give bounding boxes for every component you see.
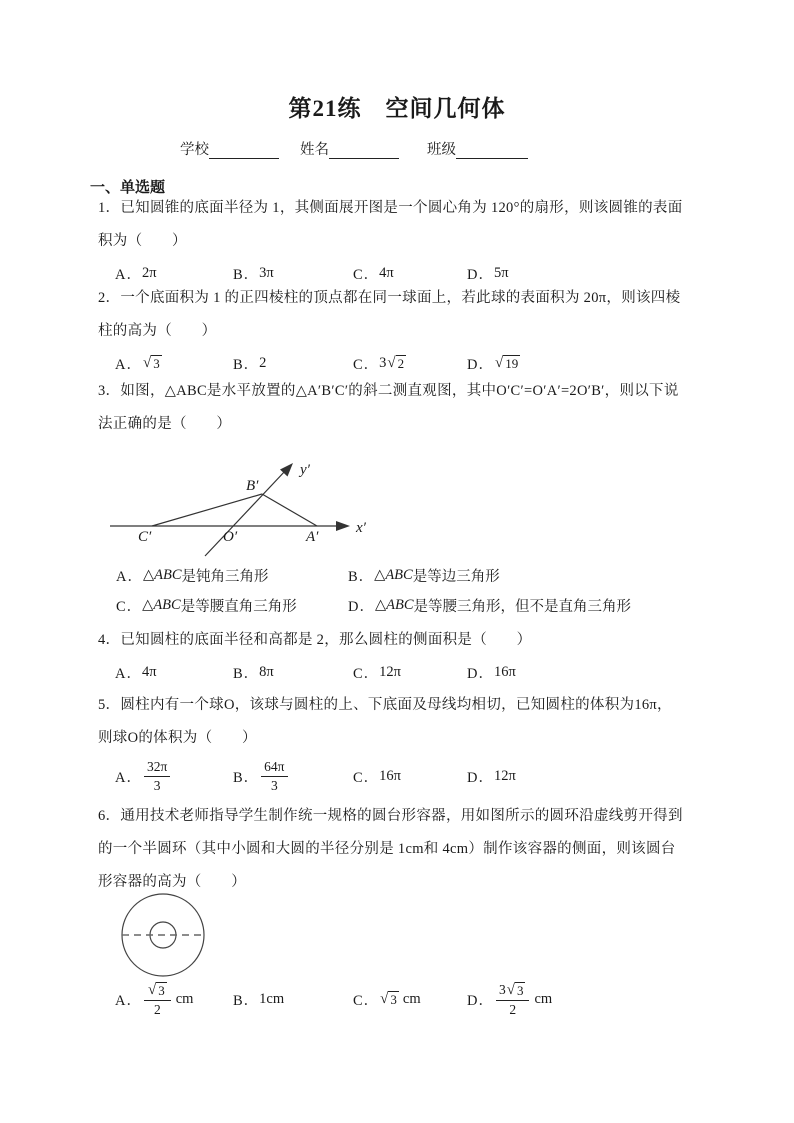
question-text-line: 形容器的高为（ ） <box>98 874 246 890</box>
radical-icon: √ <box>387 354 396 371</box>
option-label: D． <box>467 992 494 1009</box>
name-field <box>300 138 399 159</box>
option-value: 2 <box>259 354 267 371</box>
option-d <box>467 755 516 797</box>
radicand: 3 <box>153 355 160 371</box>
triangle-edge-ba <box>262 494 317 526</box>
option-value: 4π <box>141 663 157 680</box>
option-label: A． <box>116 568 143 585</box>
option-label: C． <box>353 356 380 373</box>
option-a <box>115 657 157 687</box>
triangle-symbol: △ <box>374 566 386 583</box>
figure-annulus <box>112 886 217 991</box>
question-2 <box>98 282 744 378</box>
option-value: 5π <box>493 264 509 281</box>
fraction <box>261 759 287 793</box>
triangle-letters: ABC <box>154 566 182 583</box>
radicand: 19 <box>505 355 519 371</box>
option-b <box>233 657 274 687</box>
option-label: B． <box>233 769 260 786</box>
question-6-options <box>98 978 744 1020</box>
option-value: 1cm <box>259 990 285 1007</box>
question-text-line: 柱的高为（ ） <box>98 323 217 339</box>
sqrt-expression <box>495 355 520 372</box>
numerator: 32π <box>144 759 170 777</box>
option-value: 16π <box>379 767 401 784</box>
x-axis-arrow <box>336 521 350 531</box>
option-label: B． <box>233 266 260 283</box>
denominator: 3 <box>270 778 278 793</box>
option-label: A． <box>115 266 142 283</box>
triangle-letters: ABC <box>153 596 181 613</box>
unit-label: cm <box>534 990 553 1007</box>
option-d <box>467 348 521 378</box>
question-text-line: 6．通用技术老师指导学生制作统一规格的圆台形容器，用如图所示的圆环沿虚线剪开得到 <box>98 808 683 824</box>
option-label: C． <box>353 992 380 1009</box>
question-text-line: 4．已知圆柱的底面半径和高都是 2，那么圆柱的侧面积是（ ） <box>98 632 532 648</box>
triangle-symbol: △ <box>142 566 155 583</box>
radical-icon: √ <box>506 981 515 998</box>
option-label: C． <box>353 769 380 786</box>
section-heading: 一、单选题 <box>90 180 166 196</box>
question-text-line: 3．如图，△ABC是水平放置的△A′B′C′的斜二测直观图，其中O′C′=O′A′=2O′B′，则以下说 <box>98 383 679 399</box>
numerator: 64π <box>261 759 287 777</box>
coefficient: 3 <box>379 354 387 371</box>
option-c <box>353 978 421 1020</box>
denominator: 3 <box>153 778 161 793</box>
question-3-options-row-1 <box>98 560 744 590</box>
name-label: 姓名 <box>300 142 329 158</box>
option-b <box>233 755 290 797</box>
radical-icon: √ <box>494 354 504 371</box>
option-label: D． <box>348 598 375 615</box>
question-text-line: 积为（ ） <box>98 233 187 249</box>
radical-icon: √ <box>142 354 152 371</box>
radicand: 3 <box>390 991 397 1007</box>
radical-icon: √ <box>147 981 157 998</box>
class-label: 班级 <box>427 142 456 158</box>
triangle-symbol: △ <box>142 596 154 613</box>
option-d <box>467 978 552 1020</box>
c-prime-label: C′ <box>138 529 152 545</box>
triangle-letters: ABC <box>386 596 414 613</box>
class-blank <box>456 143 528 159</box>
option-label: D． <box>467 356 494 373</box>
option-a <box>116 560 269 590</box>
numerator <box>496 982 529 1001</box>
fraction <box>144 759 170 793</box>
coefficient: 3 <box>498 981 506 997</box>
radicand: 3 <box>516 982 524 998</box>
question-3 <box>98 375 744 441</box>
question-text-line: 法正确的是（ ） <box>98 416 232 432</box>
option-value: 4π <box>379 264 394 281</box>
question-3-options <box>98 560 744 620</box>
question-4-options <box>98 657 744 687</box>
o-prime-label: O′ <box>223 529 238 545</box>
option-label: D． <box>467 665 494 682</box>
unit-label: cm <box>175 990 194 1007</box>
school-field <box>180 138 279 159</box>
option-a <box>115 978 193 1020</box>
option-label: D． <box>467 769 494 786</box>
unit-label: cm <box>402 990 421 1007</box>
option-label: A． <box>115 769 142 786</box>
option-b <box>233 348 266 378</box>
option-c <box>353 348 407 378</box>
question-text-line: 5．圆柱内有一个球O，该球与圆柱的上、下底面及母线均相切，已知圆柱的体积为16π， <box>98 697 672 713</box>
option-value: 3π <box>259 264 274 281</box>
denominator: 2 <box>153 1001 161 1017</box>
option-c <box>116 590 297 620</box>
figure-axonometric-triangle <box>110 448 375 565</box>
fraction <box>496 982 529 1017</box>
option-label: A． <box>115 665 142 682</box>
option-label: B． <box>348 568 375 585</box>
option-text: 是等腰直角三角形 <box>180 598 297 615</box>
radicand: 2 <box>397 355 405 371</box>
option-d <box>348 590 631 620</box>
question-6-options-block <box>98 978 744 1020</box>
option-b <box>233 978 284 1020</box>
question-5-options <box>98 755 744 797</box>
question-text-line: 的一个半圆环（其中小圆和大圆的半径分别是 1cm和 4cm）制作该容器的侧面，则该圆台 <box>98 841 676 857</box>
triangle-symbol: △ <box>374 596 387 613</box>
option-value: 16π <box>493 663 516 680</box>
question-6 <box>98 800 744 899</box>
question-text-line: 1．已知圆锥的底面半径为 1，其侧面展开图是一个圆心角为 120°的扇形，则该圆锥的表面 <box>98 200 683 216</box>
option-a <box>115 755 172 797</box>
question-text-line: 则球O的体积为（ ） <box>98 730 257 746</box>
sqrt-expression <box>380 991 399 1008</box>
question-4 <box>98 624 744 687</box>
annulus-figure-svg <box>112 886 217 986</box>
triangle-letters: ABC <box>385 566 413 583</box>
b-prime-label: B′ <box>246 478 259 494</box>
option-label: B． <box>233 356 260 373</box>
option-label: C． <box>353 266 380 283</box>
option-label: B． <box>233 992 260 1009</box>
y-prime-label: y′ <box>300 462 310 478</box>
numerator <box>144 982 171 1001</box>
option-label: A． <box>115 992 142 1009</box>
name-blank <box>329 143 399 159</box>
sqrt-expression <box>387 355 406 372</box>
option-value: 2π <box>141 264 157 281</box>
option-label: C． <box>353 665 380 682</box>
option-value: 12π <box>493 767 516 784</box>
radical-icon: √ <box>380 990 389 1007</box>
sqrt-expression <box>148 982 167 999</box>
option-label: C． <box>116 598 143 615</box>
option-a <box>115 348 163 378</box>
option-text: 是等边三角形 <box>412 568 500 585</box>
option-label: B． <box>233 665 260 682</box>
question-3-options-row-2 <box>98 590 744 620</box>
option-d <box>467 657 516 687</box>
class-field <box>427 138 528 159</box>
option-text: 是钝角三角形 <box>181 568 269 585</box>
page-title: 第21练 空间几何体 <box>288 96 506 121</box>
question-5 <box>98 689 744 797</box>
radicand: 3 <box>158 982 165 998</box>
question-text-line: 2．一个底面积为 1 的正四棱柱的顶点都在同一球面上，若此球的表面积为 20π，则该四棱 <box>98 290 681 306</box>
question-1 <box>98 192 744 288</box>
option-b <box>348 560 500 590</box>
option-c <box>353 755 401 797</box>
a-prime-label: A′ <box>306 529 319 545</box>
school-blank <box>209 143 279 159</box>
option-label: A． <box>115 356 142 373</box>
denominator: 2 <box>509 1001 517 1017</box>
sqrt-expression <box>143 355 162 372</box>
option-value: 12π <box>379 663 401 680</box>
axonometric-figure-svg <box>110 448 375 560</box>
option-text: 是等腰三角形，但不是直角三角形 <box>413 598 632 615</box>
triangle-edge-cb <box>152 494 262 526</box>
x-prime-label: x′ <box>356 520 366 536</box>
question-2-options <box>98 348 744 378</box>
sqrt-expression <box>507 982 526 999</box>
option-label: D． <box>467 266 494 283</box>
option-value: 8π <box>259 663 274 680</box>
school-label: 学校 <box>180 142 209 158</box>
option-c <box>353 657 401 687</box>
fraction <box>144 982 171 1017</box>
